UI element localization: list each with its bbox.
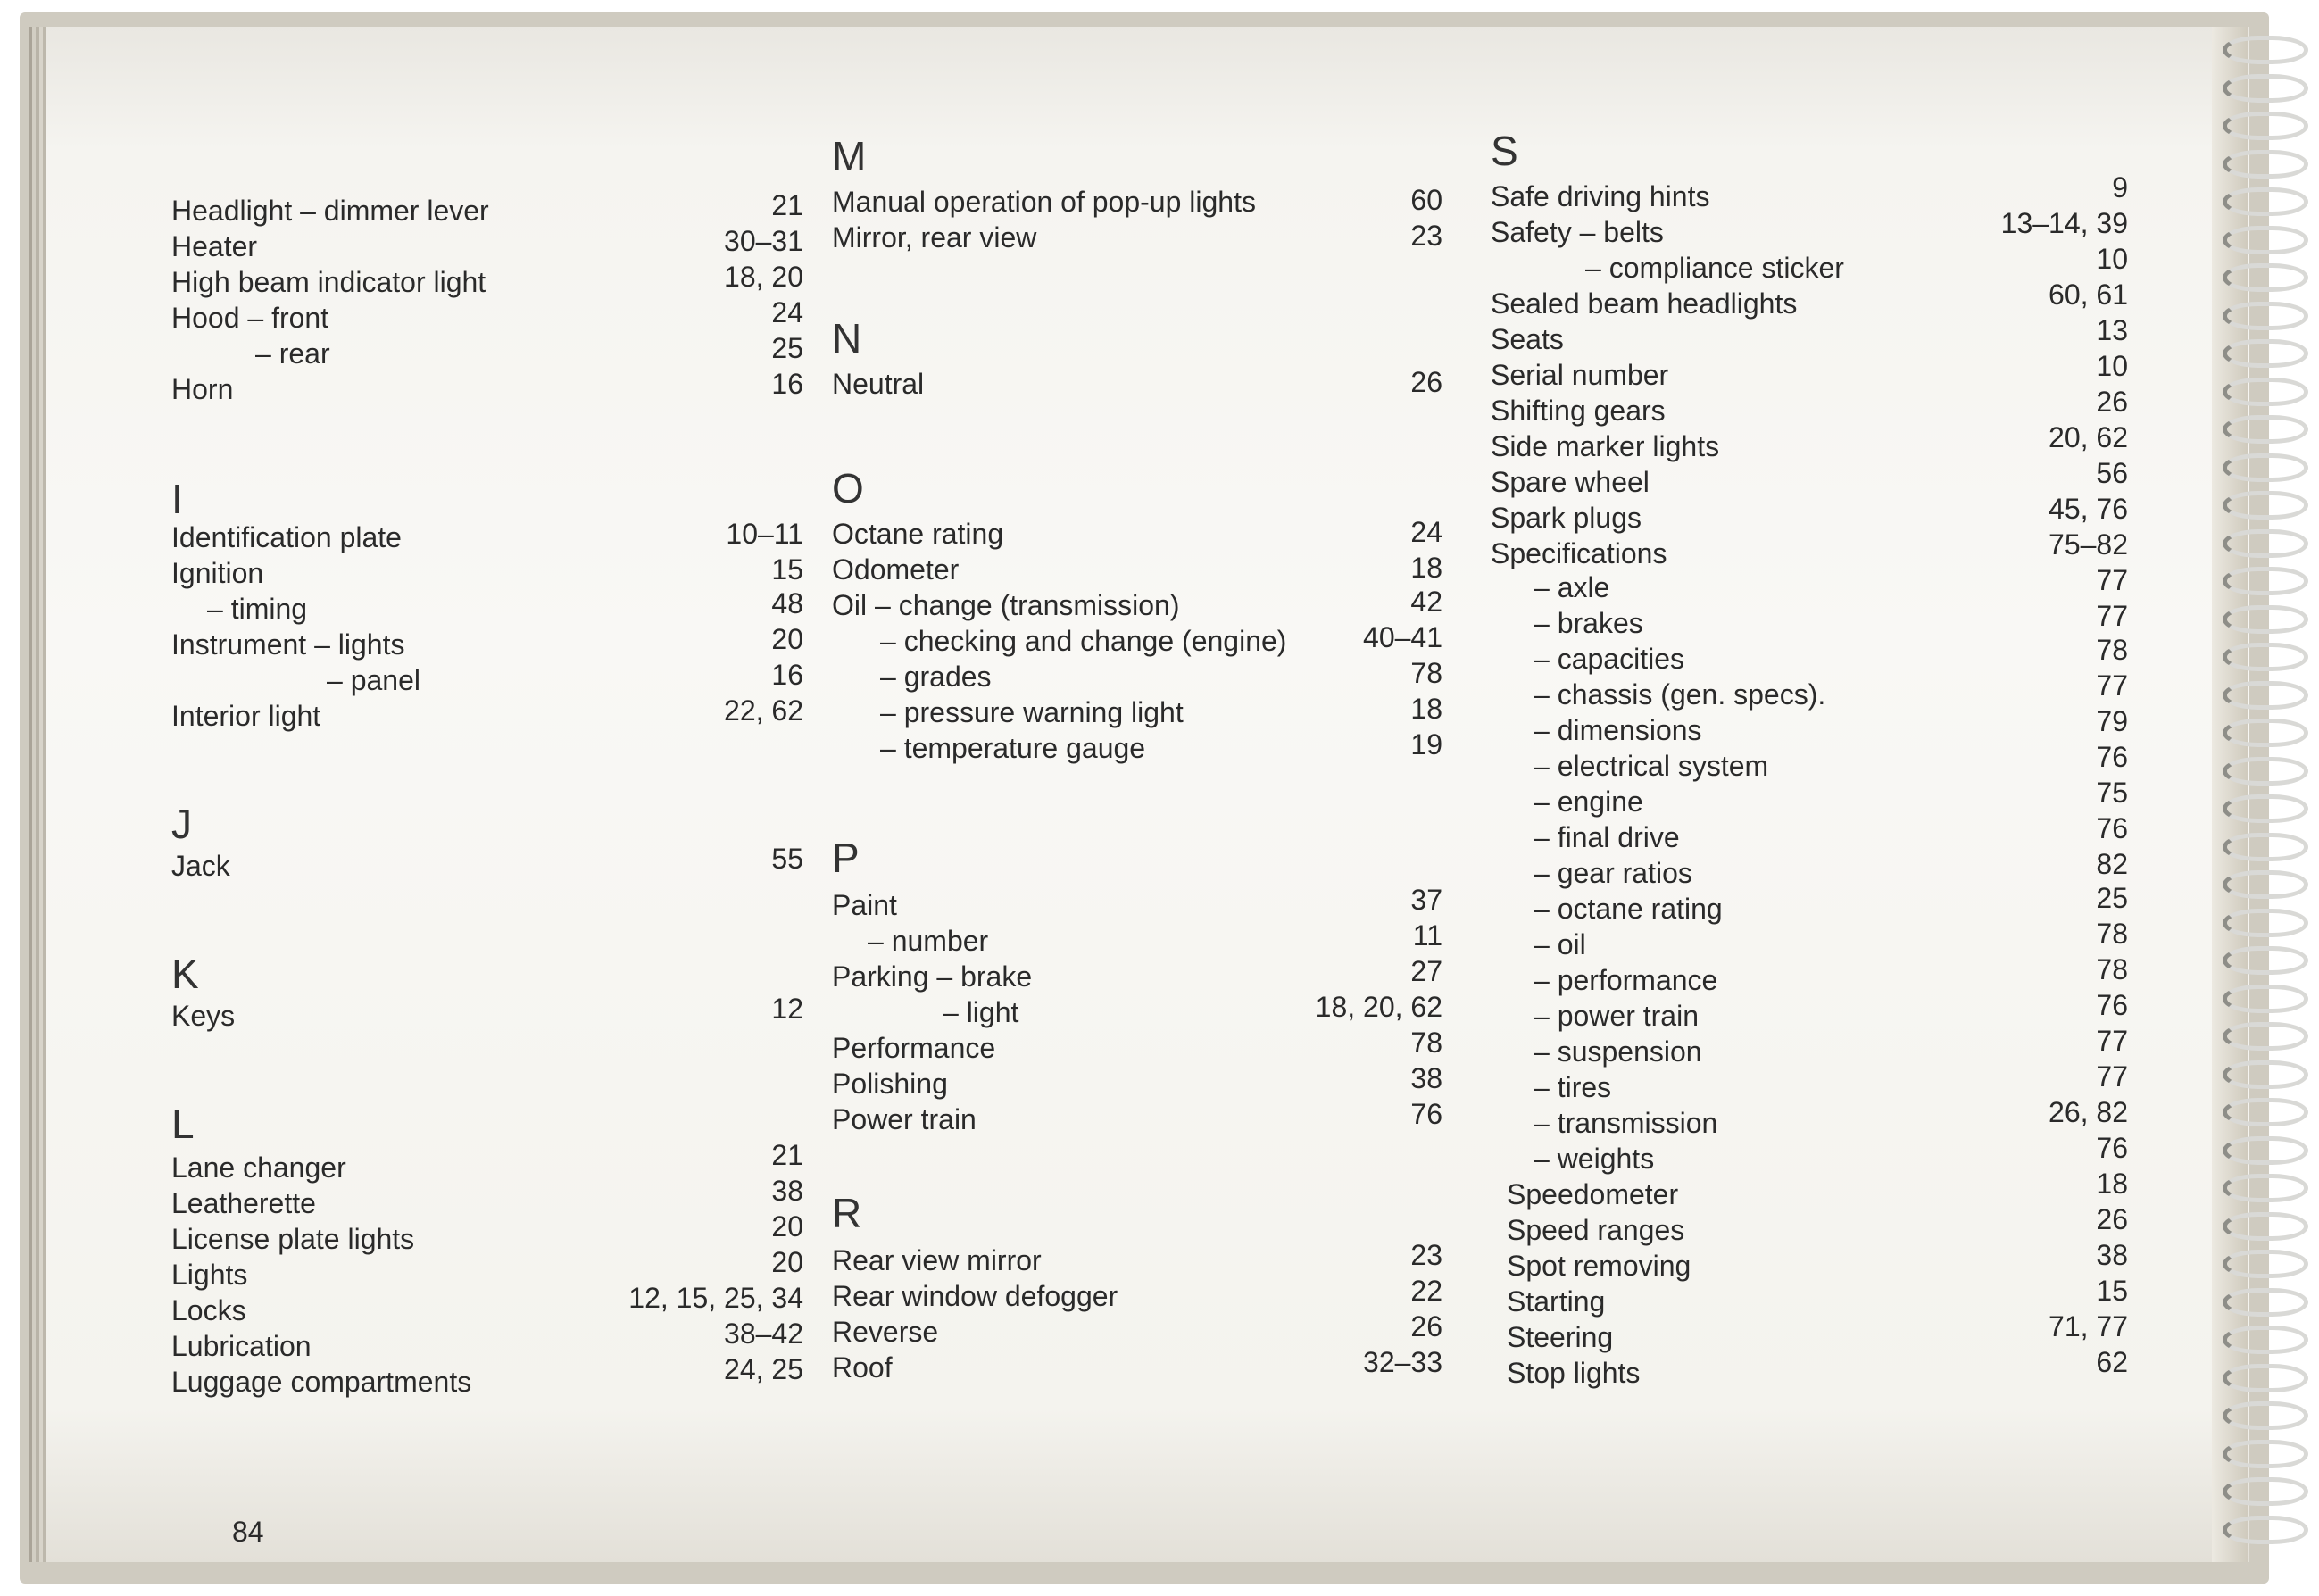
index-entry: – electrical system	[1534, 750, 1769, 782]
index-entry: Safe driving hints	[1491, 180, 1710, 212]
index-page-ref: 20	[771, 1210, 803, 1243]
index-entry: Serial number	[1491, 359, 1669, 391]
index-letter-i: I	[171, 476, 183, 522]
coil-ring-icon	[2223, 112, 2308, 140]
index-page-ref: 26	[2096, 386, 2128, 418]
index-page-ref: 60, 61	[2049, 278, 2128, 311]
coil-ring-icon	[2223, 1174, 2308, 1202]
index-page-ref: 10	[2096, 243, 2128, 275]
index-entry: Specifications	[1491, 537, 1667, 569]
index-entry: – axle	[1534, 571, 1610, 603]
coil-ring-icon	[2223, 1440, 2308, 1468]
index-page-ref: 23	[1410, 1239, 1442, 1271]
index-entry: Spark plugs	[1491, 502, 1642, 534]
index-page-ref: 24	[1410, 516, 1442, 548]
coil-ring-icon	[2223, 681, 2308, 710]
index-letter-n: N	[832, 315, 862, 362]
coil-ring-icon	[2223, 643, 2308, 671]
index-entry: Speedometer	[1507, 1178, 1679, 1210]
index-entry: Speed ranges	[1507, 1214, 1685, 1246]
index-entry: – timing	[207, 593, 308, 625]
index-page-ref: 76	[2096, 741, 2128, 773]
index-entry: Hood – front	[171, 302, 329, 334]
index-page-ref: 21	[771, 189, 803, 221]
index-page-ref: 18	[2096, 1168, 2128, 1200]
index-page	[46, 27, 2249, 1562]
index-entry: Performance	[832, 1032, 996, 1064]
index-page-ref: 16	[771, 368, 803, 400]
coil-ring-icon	[2223, 226, 2308, 254]
index-page-ref: 18	[1410, 552, 1442, 584]
index-page-ref: 12, 15, 25, 34	[628, 1282, 803, 1314]
coil-ring-icon	[2223, 1401, 2308, 1430]
index-entry: Locks	[171, 1294, 246, 1326]
index-letter-j: J	[171, 801, 192, 847]
coil-ring-icon	[2223, 1212, 2308, 1241]
index-page-ref: 26	[1410, 1310, 1442, 1342]
index-page-ref: 23	[1410, 220, 1442, 252]
index-page-ref: 12	[771, 993, 803, 1025]
index-page-ref: 26, 82	[2049, 1096, 2128, 1128]
coil-ring-icon	[2223, 909, 2308, 937]
index-entry: Spot removing	[1507, 1250, 1691, 1282]
index-page-ref: 38	[2096, 1239, 2128, 1271]
coil-ring-icon	[2223, 719, 2308, 747]
index-page-ref: 38	[771, 1175, 803, 1207]
index-entry: Rear window defogger	[832, 1280, 1118, 1312]
index-page-ref: 60	[1410, 184, 1442, 216]
index-page-ref: 21	[771, 1139, 803, 1171]
index-letter-k: K	[171, 951, 199, 997]
index-entry: Sealed beam headlights	[1491, 287, 1798, 320]
coil-ring-icon	[2223, 794, 2308, 823]
index-entry: Heater	[171, 230, 258, 262]
coil-ring-icon	[2223, 339, 2308, 368]
index-entry: – brakes	[1534, 607, 1643, 639]
index-entry: – weights	[1534, 1143, 1655, 1175]
index-page-ref: 18, 20	[724, 261, 803, 293]
index-entry: – octane rating	[1534, 893, 1723, 925]
index-page-ref: 24	[771, 296, 803, 328]
index-entry: – light	[943, 996, 1019, 1028]
index-entry: Luggage compartments	[171, 1366, 472, 1398]
index-page-ref: 30–31	[724, 225, 803, 257]
index-entry: Safety – belts	[1491, 216, 1664, 248]
index-page-ref: 25	[2096, 882, 2128, 914]
index-entry: Lights	[171, 1259, 248, 1291]
index-page-ref: 77	[2096, 600, 2128, 632]
index-page-ref: 78	[2096, 918, 2128, 950]
index-entry: Parking – brake	[832, 960, 1033, 993]
index-page-ref: 71, 77	[2049, 1310, 2128, 1342]
index-page-ref: 38–42	[724, 1318, 803, 1350]
index-page-ref: 78	[2096, 634, 2128, 666]
index-page-ref: 24, 25	[724, 1353, 803, 1385]
index-page-ref: 27	[1410, 955, 1442, 987]
coil-ring-icon	[2223, 1098, 2308, 1126]
coil-ring-icon	[2223, 870, 2308, 899]
index-entry: Power train	[832, 1103, 977, 1135]
index-entry: – transmission	[1534, 1107, 1718, 1139]
index-page-ref: 20	[771, 623, 803, 655]
index-page-ref: 9	[2112, 171, 2128, 204]
index-page-ref: 15	[771, 553, 803, 586]
index-entry: Roof	[832, 1351, 893, 1384]
index-entry: Octane rating	[832, 518, 1004, 550]
index-entry: Jack	[171, 850, 230, 882]
index-letter-o: O	[832, 465, 864, 511]
index-entry: – chassis (gen. specs).	[1534, 678, 1826, 711]
index-entry: – pressure warning light	[880, 696, 1184, 728]
index-entry: – number	[868, 925, 989, 957]
coil-ring-icon	[2223, 833, 2308, 861]
index-entry: Starting	[1507, 1285, 1606, 1318]
index-page-ref: 10–11	[726, 518, 803, 550]
index-entry: Side marker lights	[1491, 430, 1720, 462]
index-entry: – rear	[255, 337, 330, 370]
index-page-ref: 42	[1410, 586, 1442, 618]
index-page-ref: 38	[1410, 1062, 1442, 1094]
index-entry: Lane changer	[171, 1151, 346, 1184]
coil-ring-icon	[2223, 985, 2308, 1013]
index-letter-s: S	[1491, 128, 1518, 174]
index-entry: Shifting gears	[1491, 395, 1666, 427]
index-entry: – panel	[327, 664, 420, 696]
index-page-ref: 55	[771, 843, 803, 875]
index-page-ref: 40–41	[1363, 621, 1442, 653]
index-entry: – dimensions	[1534, 714, 1702, 746]
coil-ring-icon	[2223, 1060, 2308, 1089]
index-page-ref: 78	[1410, 657, 1442, 689]
index-page-ref: 32–33	[1363, 1346, 1442, 1378]
coil-ring-icon	[2223, 1326, 2308, 1354]
coil-ring-icon	[2223, 74, 2308, 103]
index-entry: Reverse	[832, 1316, 939, 1348]
index-page-ref: 18, 20, 62	[1315, 991, 1442, 1023]
index-page-ref: 79	[2096, 705, 2128, 737]
coil-ring-icon	[2223, 1136, 2308, 1165]
index-page-ref: 37	[1410, 884, 1442, 916]
index-page-ref: 26	[1410, 366, 1442, 398]
index-page-ref: 82	[2096, 848, 2128, 880]
index-page-ref: 77	[2096, 1025, 2128, 1057]
index-page-ref: 25	[771, 332, 803, 364]
index-entry: Horn	[171, 373, 234, 405]
index-entry: – checking and change (engine)	[880, 625, 1287, 657]
index-page-ref: 22, 62	[724, 694, 803, 727]
coil-ring-icon	[2223, 567, 2308, 595]
index-entry: Keys	[171, 1000, 236, 1032]
index-page-ref: 45, 76	[2049, 493, 2128, 525]
index-entry: Neutral	[832, 368, 925, 400]
index-entry: Paint	[832, 889, 897, 921]
index-entry: Lubrication	[171, 1330, 312, 1362]
index-entry: Seats	[1491, 323, 1564, 355]
index-entry: Stop lights	[1507, 1357, 1641, 1389]
index-page-ref: 78	[1410, 1027, 1442, 1059]
index-page-ref: 77	[2096, 669, 2128, 702]
coil-ring-icon	[2223, 1364, 2308, 1392]
index-page-ref: 13	[2096, 314, 2128, 346]
index-entry: – capacities	[1534, 643, 1684, 675]
index-entry: – engine	[1534, 786, 1643, 818]
index-entry: Identification plate	[171, 521, 402, 553]
index-entry: Manual operation of pop-up lights	[832, 186, 1256, 218]
index-entry: Mirror, rear view	[832, 221, 1037, 254]
index-entry: – performance	[1534, 964, 1718, 996]
index-page-ref: 13–14, 39	[2000, 207, 2128, 239]
coil-ring-icon	[2223, 757, 2308, 786]
index-entry: – final drive	[1534, 821, 1680, 853]
coil-ring-icon	[2223, 453, 2308, 482]
index-letter-l: L	[171, 1101, 195, 1147]
index-page-ref: 75	[2096, 777, 2128, 809]
index-page-ref: 48	[771, 587, 803, 619]
index-entry: – oil	[1534, 928, 1586, 960]
coil-ring-icon	[2223, 378, 2308, 406]
index-entry: Spare wheel	[1491, 466, 1650, 498]
index-entry: License plate lights	[171, 1223, 415, 1255]
index-entry: Headlight – dimmer lever	[171, 195, 489, 227]
index-page-ref: 11	[1412, 919, 1442, 952]
index-entry: – compliance sticker	[1585, 252, 1844, 284]
index-page-ref: 76	[2096, 989, 2128, 1021]
coil-ring-icon	[2223, 150, 2308, 179]
index-page-ref: 56	[2096, 457, 2128, 489]
coil-ring-icon	[2223, 1516, 2308, 1544]
index-entry: Rear view mirror	[832, 1244, 1042, 1276]
index-page-ref: 78	[2096, 953, 2128, 985]
index-page-ref: 62	[2096, 1346, 2128, 1378]
index-entry: Oil – change (transmission)	[832, 589, 1180, 621]
index-page-ref: 16	[771, 659, 803, 691]
coil-ring-icon	[2223, 1477, 2308, 1506]
index-page-ref: 75–82	[2049, 528, 2128, 561]
index-page-ref: 15	[2096, 1275, 2128, 1307]
index-page-ref: 76	[1410, 1098, 1442, 1130]
coil-ring-icon	[2223, 263, 2308, 292]
index-page-ref: 76	[2096, 1132, 2128, 1164]
index-entry: Instrument – lights	[171, 628, 405, 661]
index-page-ref: 20, 62	[2049, 421, 2128, 453]
index-entry: Interior light	[171, 700, 321, 732]
coil-ring-icon	[2223, 187, 2308, 216]
index-page-ref: 77	[2096, 564, 2128, 596]
index-page-ref: 20	[771, 1246, 803, 1278]
index-entry: – grades	[880, 661, 992, 693]
index-entry: – tires	[1534, 1071, 1612, 1103]
index-page-ref: 10	[2096, 350, 2128, 382]
index-entry: – temperature gauge	[880, 732, 1146, 764]
index-entry: – power train	[1534, 1000, 1699, 1032]
index-entry: Polishing	[832, 1068, 948, 1100]
coil-ring-icon	[2223, 1022, 2308, 1051]
index-entry: High beam indicator light	[171, 266, 486, 298]
index-entry: Ignition	[171, 557, 264, 589]
coil-ring-icon	[2223, 529, 2308, 558]
index-page-ref: 76	[2096, 812, 2128, 844]
index-entry: Odometer	[832, 553, 960, 586]
index-page-ref: 19	[1410, 728, 1442, 761]
index-entry: Steering	[1507, 1321, 1614, 1353]
spiral-binding-icon	[2223, 27, 2303, 1562]
index-letter-m: M	[832, 133, 867, 179]
coil-ring-icon	[2223, 1288, 2308, 1317]
index-page-ref: 77	[2096, 1060, 2128, 1093]
page-number: 84	[232, 1516, 264, 1548]
index-entry: Leatherette	[171, 1187, 316, 1219]
index-page-ref: 18	[1410, 693, 1442, 725]
coil-ring-icon	[2223, 36, 2308, 64]
index-letter-r: R	[832, 1190, 862, 1236]
coil-ring-icon	[2223, 946, 2308, 975]
coil-ring-icon	[2223, 1250, 2308, 1278]
index-page-ref: 22	[1410, 1275, 1442, 1307]
coil-ring-icon	[2223, 415, 2308, 444]
index-letter-p: P	[832, 835, 860, 881]
index-page-ref: 26	[2096, 1203, 2128, 1235]
index-entry: – gear ratios	[1534, 857, 1692, 889]
coil-ring-icon	[2223, 605, 2308, 634]
coil-ring-icon	[2223, 302, 2308, 330]
index-entry: – suspension	[1534, 1035, 1702, 1068]
coil-ring-icon	[2223, 491, 2308, 520]
